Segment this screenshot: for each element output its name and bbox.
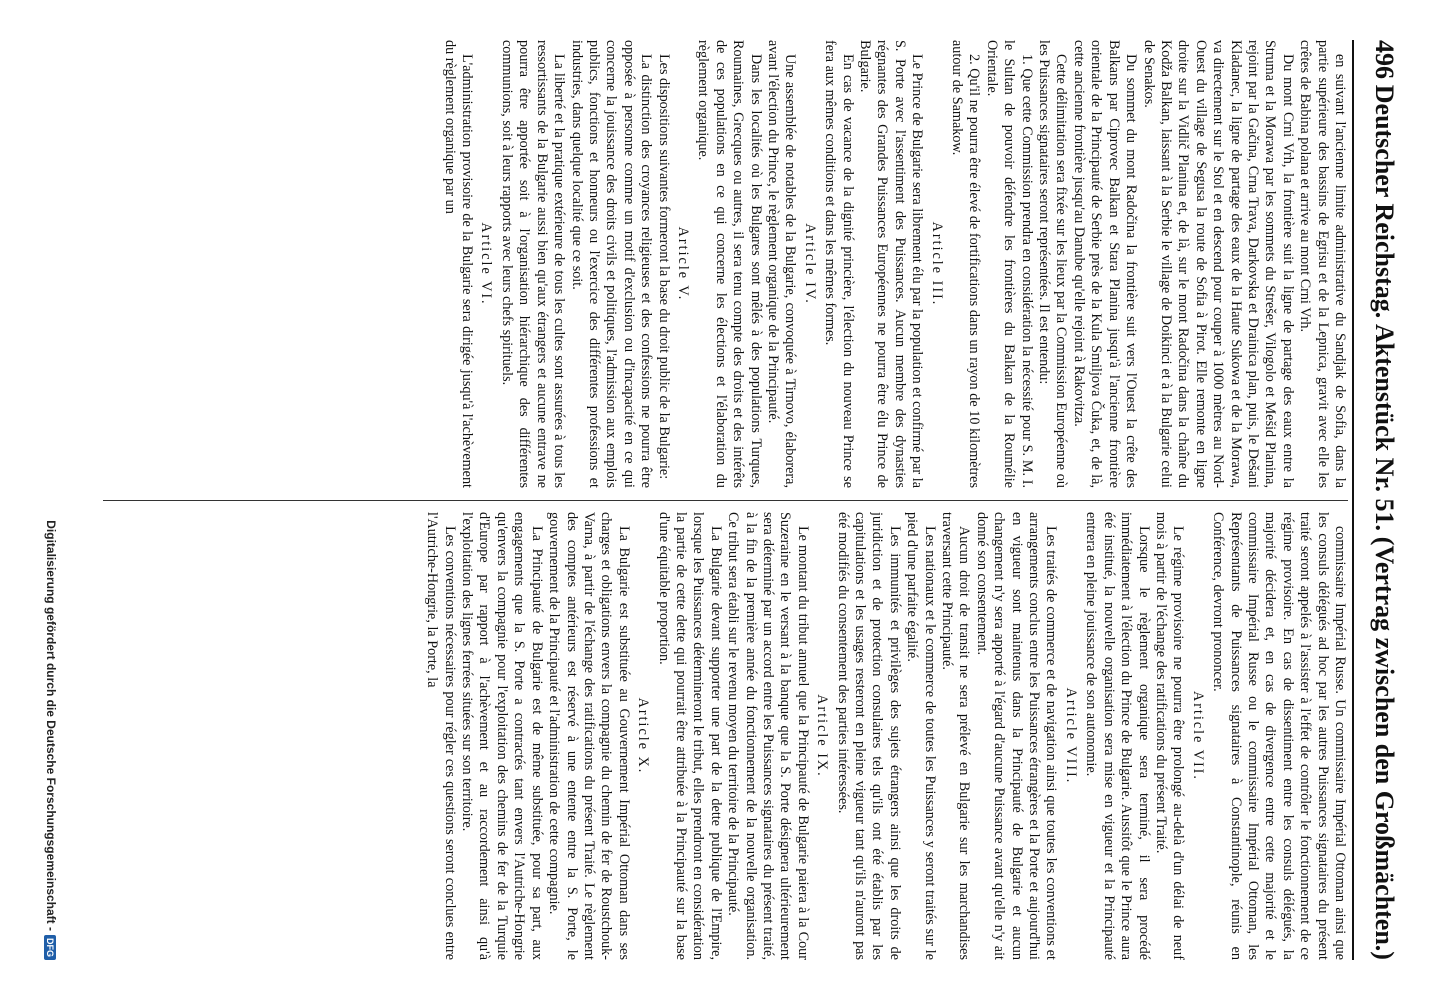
article-heading: Article VI. xyxy=(478,222,495,306)
article-heading: Article IV. xyxy=(801,223,818,305)
paragraph: Lorsque le règlement organique sera terminé, il sera procédé immédiatement à l'élection du Prince de Bulgarie. Aussitôt que le Prince aura été institué, la nouvelle organisation sera mise en vigueur et la Principauté entrera en pleine jouissance de son autonomie. xyxy=(1083,512,1152,960)
page-number: 496 xyxy=(1370,40,1399,79)
dfg-logo: DFG xyxy=(44,935,56,960)
paragraph: Aucun droit de transit ne sera prélevé en Bulgarie sur les marchandises traversant cette Principauté. xyxy=(939,512,973,960)
paragraph: Du mont Crni Vrh, la frontière suit la ligne de partage des eaux entre la Struma et la Morawa par les sommets du Strešer, Vilogolo et Mešid Planina, rejoint par la Gačina, Crna Trava, Darkovska et Drainica plan, puis, le Dešani Kladanec, la ligne de partage des eaux de la Haute Sukowa et de la Morawa, va directement sur le Stol et en descend pour couper à 1000 mètres au Nord-Ouest du village de Segusa la route de Sofia à Pirot. Elle remonte en ligne droite sur la Vidlič Planina et, de là, sur le mont Radočina dans la chaîne du Kodža Balkan, laissant à la Serbie le village de Doikinci et à la Bulgarie celui de Senakos. xyxy=(1140,40,1296,488)
paragraph: La distinction des croyances religieuses et des confessions ne pourra être opposée à personne comme un motif d'exclusion ou d'incapacité en ce qui concerne la jouissance des droits civils et politiques, l'admission aux emplois publics, fonctions et honneurs ou l'exercice des différentes professions et industries, dans quelque localité que ce soit. xyxy=(568,40,655,488)
left-column xyxy=(103,40,1348,488)
paragraph: Cette délimitation sera fixée sur les lieux par la Commission Européenne où les Puissances signataires seront représentées. Il est entendu: xyxy=(1036,40,1070,488)
paragraph: L'administration provisoire de la Bulgarie sera dirigée jusqu'à l'achèvement du règlement organique par un xyxy=(441,40,476,488)
paragraph: La Bulgarie est substituée au Gouvernement Impérial Ottoman dans ses charges et obligations envers la compagnie du chemin de fer de Roustchouk-Varna, à partir de l'échange des ratifications du présent Traité. Le règlement des comptes antérieurs est réservé à une entente entre la S. Porte, le gouvernement de la Principauté et l'administration de cette compagnie. xyxy=(546,512,632,960)
paragraph: 1. Que cette Commission prendra en considération la nécessité pour S. M. I. le Sultan de pouvoir défendre les frontières du Balkan de la Roumélie Orientale. xyxy=(983,40,1035,488)
credit-text: Digitalisierung gefördert durch die Deutsche Forschungsgemeinschaft - xyxy=(44,520,58,931)
page-header xyxy=(1360,40,1408,960)
paragraph: Du sommet du mont Radočina la frontière suit vers l'Ouest la crête des Balkans par Ciprovec Balkan et Stara Planina jusqu'à l'ancienne frontière orientale de la Principauté de Serbie près de la Kula Smiljova Čuka, et, de là, cette ancienne frontière jusqu'au Danube qu'elle rejoint à Rakovitza. xyxy=(1070,40,1140,488)
paragraph: En cas de vacance de la dignité princière, l'élection du nouveau Prince se fera aux mêmes conditions et dans les mêmes formes. xyxy=(822,40,856,488)
paragraph: Les dispositions suivantes formeront la base du droit public de la Bulgarie: xyxy=(655,54,672,480)
article-heading: Article VII. xyxy=(1189,691,1206,781)
paragraph: Le Prince de Bulgarie sera librement élu par la population et confirmé par la S. Porte avec l'assentiment des Puissances. Aucun membre des dynasties régnantes des Grandes Puissances Européennes ne pourra être élu Prince de Bulgarie. xyxy=(857,40,926,488)
right-column xyxy=(103,512,1348,960)
paragraph: Les immunités et privilèges des sujets étrangers ainsi que les droits de juridiction et de protection consulaires tels qu'ils ont été établis par les capitulations et les usages resteront en pleine vigueur tant qu'ils n'auront pas été modifiés du consentement des parties intéressées. xyxy=(834,512,903,960)
paragraph: La liberté et la pratique extérieure de tous les cultes sont assurées à tous les ressortissants de la Bulgarie aussi bien qu'aux étrangers et aucune entrave ne pourra être apportée soit à l'organisation hiérarchique des différentes communions, soit à leurs rapports avec leurs chefs spirituels. xyxy=(498,40,568,488)
paragraph: Le montant du tribut annuel que la Principauté de Bulgarie paiera à la Cour Suzeraine en le versant à la banque que la S. Porte désignera ultérieurement sera déterminé par un accord entre les Puissances signataires du présent traité, à la fin de la première année du fonctionnement de la nouvelle organisation. Ce tribut sera établi sur le revenu moyen du territoire de la Principauté. xyxy=(725,512,811,960)
paragraph: commissaire Impérial Russe. Un commissaire Impérial Ottoman ainsi que les consuls délégués ad hoc par les autres Puissances signataires du présent traité seront appelés à l'assister à l'effet de contrôler le fonctionnement de ce régime provisoire. En cas de dissentiment entre les consuls délégués, la majorité décidera et, en cas de divergence entre cette majorité et le commissaire Impérial Russe ou le commissaire Impérial Ottoman, les Représentants de Puissances signataires à Constantinople, réunis en Conférence, devront prononcer. xyxy=(1210,512,1348,960)
article-heading: Article III. xyxy=(928,221,945,307)
article-heading: Article IX. xyxy=(814,694,831,778)
column-divider xyxy=(103,500,1348,501)
paragraph: 2. Qu'il ne pourra être élevé de fortifications dans un rayon de 10 kilomètres autour de Samakow. xyxy=(949,40,983,488)
digitization-credit xyxy=(44,40,58,960)
paragraph: Le régime provisoire ne pourra être prolongé au-delà d'un délai de neuf mois à partir de l'échange des ratifications du présent Traité. xyxy=(1152,512,1187,960)
paragraph: Les conventions nécessaires pour régler ces questions seront conclues entre l'Autriche-Hongrie, la Porte, la xyxy=(424,512,458,960)
document-reference: Aktenstück Nr. 51. xyxy=(1370,323,1399,532)
paragraph: en suivant l'ancienne limite administrative du Sandjak de Sofia, dans la partie supérieure des bassins de Egrisu et de la Lepnica, gravit avec elle les crêtes de Babina polana et arrive au mont Crni Vrh. xyxy=(1297,40,1348,488)
running-title-right: (Vertrag zwischen den Großmächten.) xyxy=(1370,536,1399,960)
article-heading: Article X. xyxy=(635,697,652,775)
paragraph: Les traités de commerce et de navigation ainsi que toutes les conventions et arrangements conclus entre les Puissances étrangères et la Porte et aujourd'hui en vigueur sont maintenus dans la Principauté de Bulgarie et aucun changement n'y sera apporté à l'égard d'aucune Puissance avant qu'elle n'y ait donné son consentement. xyxy=(973,512,1060,960)
paragraph: La Principauté de Bulgarie est de même substituée, pour sa part, aux engagements que la S. Porte a contractés tant envers l'Autriche-Hongrie qu'envers la compagnie pour l'exploitation des chemins de fer de la Turquie d'Europe par rapport à l'achèvement et au raccordement ainsi qu'à l'exploitation des lignes ferrées situées sur son territoire. xyxy=(459,512,545,960)
paragraph: La Bulgarie devant supporter une part de la dette publique de l'Empire, lorsque les Puissances détermineront le tribut, elles prendront en considération la partie de cette dette qui pourrait être attribuée à la Principauté sur la base d'une équitable proportion. xyxy=(655,512,724,960)
article-heading: Article V. xyxy=(674,226,691,302)
paragraph: Les nationaux et le commerce de toutes les Puissances y seront traités sur le pied d'une parfaite égalité. xyxy=(904,512,938,960)
header-rule xyxy=(1352,40,1354,960)
article-heading: Article VIII. xyxy=(1062,687,1079,785)
paragraph: Dans les localités où les Bulgares sont mêlés à des populations Turques, Roumaines, Grecques ou autres, il sera tenu compte des droits et des intérêts de ces populations en ce qui concerne les élections et l'élaboration du règlement organique. xyxy=(695,40,764,488)
paragraph: Une assemblée de notables de la Bulgarie, convoquée à Tirnovo, élaborera, avant l'élection du Prince, le règlement organique de la Principauté. xyxy=(765,40,799,488)
running-title-left: Deutscher Reichstag. xyxy=(1370,84,1399,319)
